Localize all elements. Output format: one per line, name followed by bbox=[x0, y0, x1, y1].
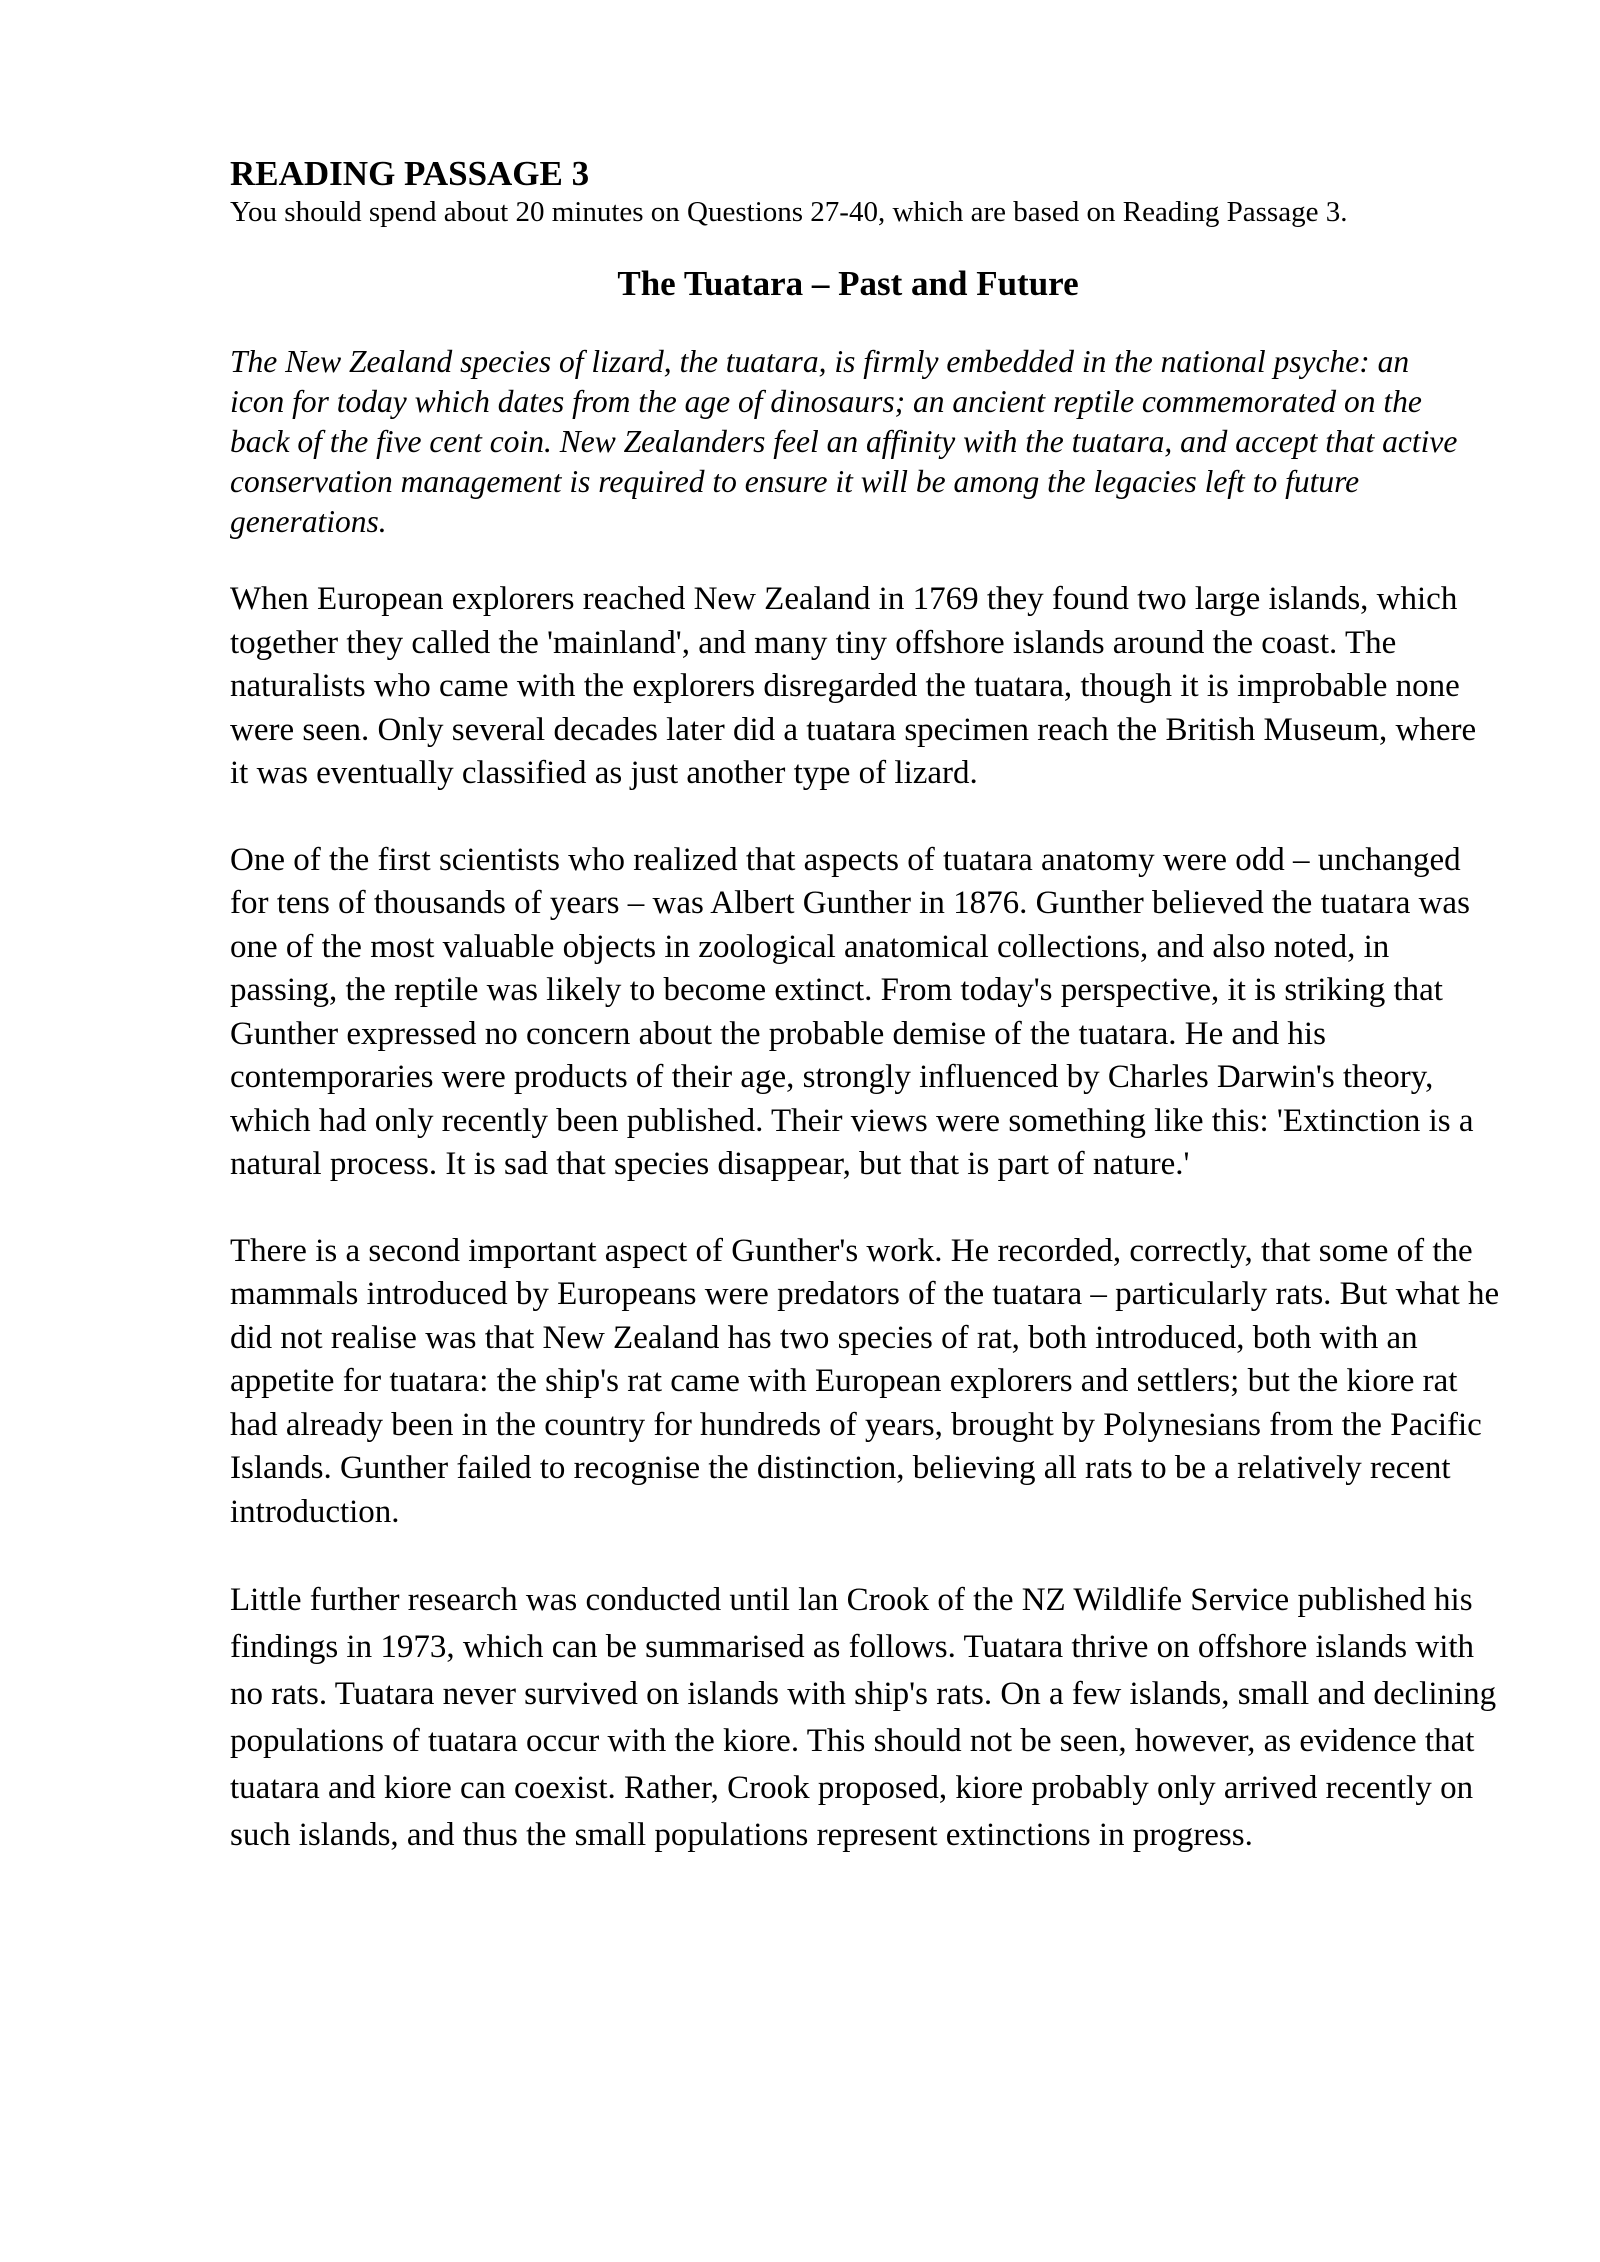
body-paragraph-4: Little further research was conducted until lan Crook of the NZ Wildlife Service published his findings in 1973, which can be summarised as follows. Tuatara thrive on offshore islands with no rats. Tuatara never survived on islands with ship's rats. On a few islands, small and declining populations of tuatara occur with the kiore. This should not be seen, however, as evidence that tuatara and kiore can coexist. Rather, Crook proposed, kiore probably only arrived recently on such islands, and thus the small populations represent extinctions in progress. bbox=[230, 1582, 1497, 1853]
document-page bbox=[230, 154, 1510, 1859]
instructions-text: You should spend about 20 minutes on Questions 27-40, which are based on Reading Passage 3. bbox=[230, 196, 1348, 228]
article-title: The Tuatara – Past and Future bbox=[617, 264, 1079, 303]
body-paragraph-1: When European explorers reached New Zealand in 1769 they found two large islands, which together they called the 'mainland', and many tiny offshore islands around the coast. The naturalists who came with the explorers disregarded the tuatara, though it is improbable none were seen. Only several decades later did a tuatara specimen reach the British Museum, where it was eventually classified as just another type of lizard. bbox=[230, 581, 1477, 791]
passage-heading: READING PASSAGE 3 bbox=[230, 154, 590, 193]
body-paragraph-2: One of the first scientists who realized that aspects of tuatara anatomy were odd – unchanged for tens of thousands of years – was Albert Gunther in 1876. Gunther believed the tuatara was one of the most valuable objects in zoological anatomical collections, and also noted, in passing, the reptile was likely to become extinct. From today's perspective, it is striking that Gunther expressed no concern about the probable demise of the tuatara. He and his contemporaries were products of their age, strongly influenced by Charles Darwin's theory, which had only recently been published. Their views were something like this: 'Extinction is a natural process. It is sad that species disappear, but that is part of nature.' bbox=[230, 841, 1474, 1182]
intro-paragraph: The New Zealand species of lizard, the tuatara, is firmly embedded in the national psyche: an icon for today which dates from the age of dinosaurs; an ancient reptile commemorated on the back of the five cent coin. New Zealanders feel an affinity with the tuatara, and accept that active conservation management is required to ensure it will be among the legacies left to future generations. bbox=[230, 344, 1458, 539]
body-paragraph-3: There is a second important aspect of Gunther's work. He recorded, correctly, that some of the mammals introduced by Europeans were predators of the tuatara – particularly rats. But what he did not realise was that New Zealand has two species of rat, both introduced, both with an appetite for tuatara: the ship's rat came with European explorers and settlers; but the kiore rat had already been in the country for hundreds of years, brought by Polynesians from the Pacific Islands. Gunther failed to recognise the distinction, believing all rats to be a relatively recent introduction. bbox=[230, 1232, 1500, 1530]
